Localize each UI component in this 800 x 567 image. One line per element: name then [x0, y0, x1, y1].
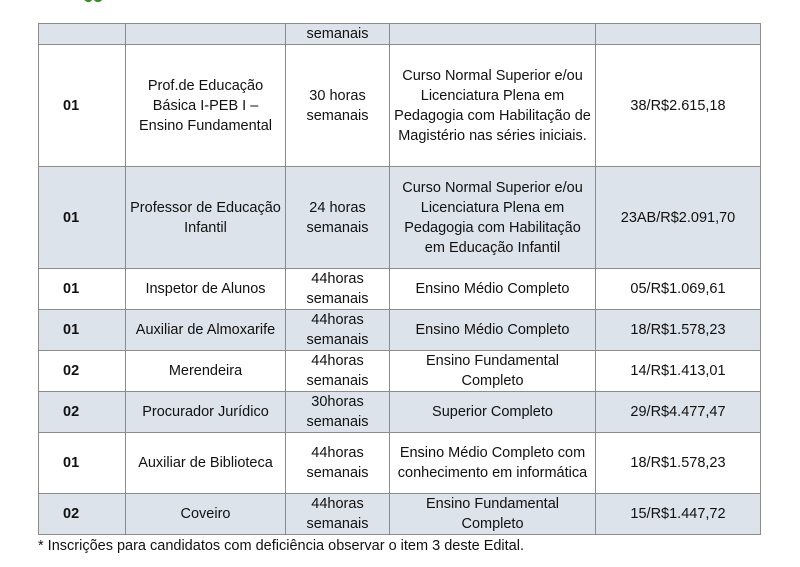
cell-quantity: 01 — [39, 310, 126, 351]
cell-workload: semanais — [286, 24, 390, 45]
cell-workload: 24 horas semanais — [286, 167, 390, 269]
cell-salary-ref: 05/R$1.069,61 — [596, 269, 761, 310]
cell-salary-ref: 38/R$2.615,18 — [596, 45, 761, 167]
table-row — [39, 433, 761, 494]
cell-workload: 30horas semanais — [286, 392, 390, 433]
cell-workload: 44horas semanais — [286, 494, 390, 535]
cell-workload: 44horas semanais — [286, 351, 390, 392]
cell-position: Professor de Educação Infantil — [126, 167, 286, 269]
cell-position: Merendeira — [126, 351, 286, 392]
cell-salary-ref: 15/R$1.447,72 — [596, 494, 761, 535]
cell-quantity: 02 — [39, 392, 126, 433]
cell-requirement: Ensino Fundamental Completo — [390, 351, 596, 392]
cell-salary-ref: 14/R$1.413,01 — [596, 351, 761, 392]
table-row-partial — [39, 24, 761, 45]
cell-quantity — [39, 24, 126, 45]
cell-requirement: Ensino Médio Completo — [390, 310, 596, 351]
cell-requirement: Ensino Fundamental Completo — [390, 494, 596, 535]
cell-workload: 44horas semanais — [286, 310, 390, 351]
cell-quantity: 02 — [39, 351, 126, 392]
cell-requirement: Ensino Médio Completo — [390, 269, 596, 310]
cell-salary-ref: 29/R$4.477,47 — [596, 392, 761, 433]
cell-requirement: Superior Completo — [390, 392, 596, 433]
cell-position: Auxiliar de Biblioteca — [126, 433, 286, 494]
cell-position: Inspetor de Alunos — [126, 269, 286, 310]
cell-quantity: 01 — [39, 45, 126, 167]
table-row — [39, 310, 761, 351]
cell-requirement — [390, 24, 596, 45]
cell-position: Procurador Jurídico — [126, 392, 286, 433]
table-row — [39, 269, 761, 310]
table-row — [39, 167, 761, 269]
cell-quantity: 01 — [39, 433, 126, 494]
table-row — [39, 45, 761, 167]
table-row — [39, 392, 761, 433]
cell-requirement: Curso Normal Superior e/ou Licenciatura Plena em Pedagogia com Habilitação de Magistério nas séries iniciais. — [390, 45, 596, 167]
cell-quantity: 01 — [39, 269, 126, 310]
cell-salary-ref: 18/R$1.578,23 — [596, 310, 761, 351]
cell-salary-ref: 23AB/R$2.091,70 — [596, 167, 761, 269]
table-row — [39, 351, 761, 392]
cell-workload: 44horas semanais — [286, 269, 390, 310]
cell-salary-ref — [596, 24, 761, 45]
cell-quantity: 01 — [39, 167, 126, 269]
cell-position: Coveiro — [126, 494, 286, 535]
cell-requirement: Ensino Médio Completo com conhecimento em informática — [390, 433, 596, 494]
cell-position: Auxiliar de Almoxarife — [126, 310, 286, 351]
footnote: * Inscrições para candidatos com deficiência observar o item 3 deste Edital. — [38, 538, 524, 554]
cell-salary-ref: 18/R$1.578,23 — [596, 433, 761, 494]
cell-requirement: Curso Normal Superior e/ou Licenciatura Plena em Pedagogia com Habilitação em Educação Infantil — [390, 167, 596, 269]
table-row — [39, 494, 761, 535]
cell-workload: 44horas semanais — [286, 433, 390, 494]
cell-quantity: 02 — [39, 494, 126, 535]
cell-position — [126, 24, 286, 45]
cell-workload: 30 horas semanais — [286, 45, 390, 167]
job-vacancy-table — [38, 23, 761, 535]
cell-position: Prof.de Educação Básica I-PEB I – Ensino Fundamental — [126, 45, 286, 167]
leaf-logo-icon — [78, 0, 108, 6]
